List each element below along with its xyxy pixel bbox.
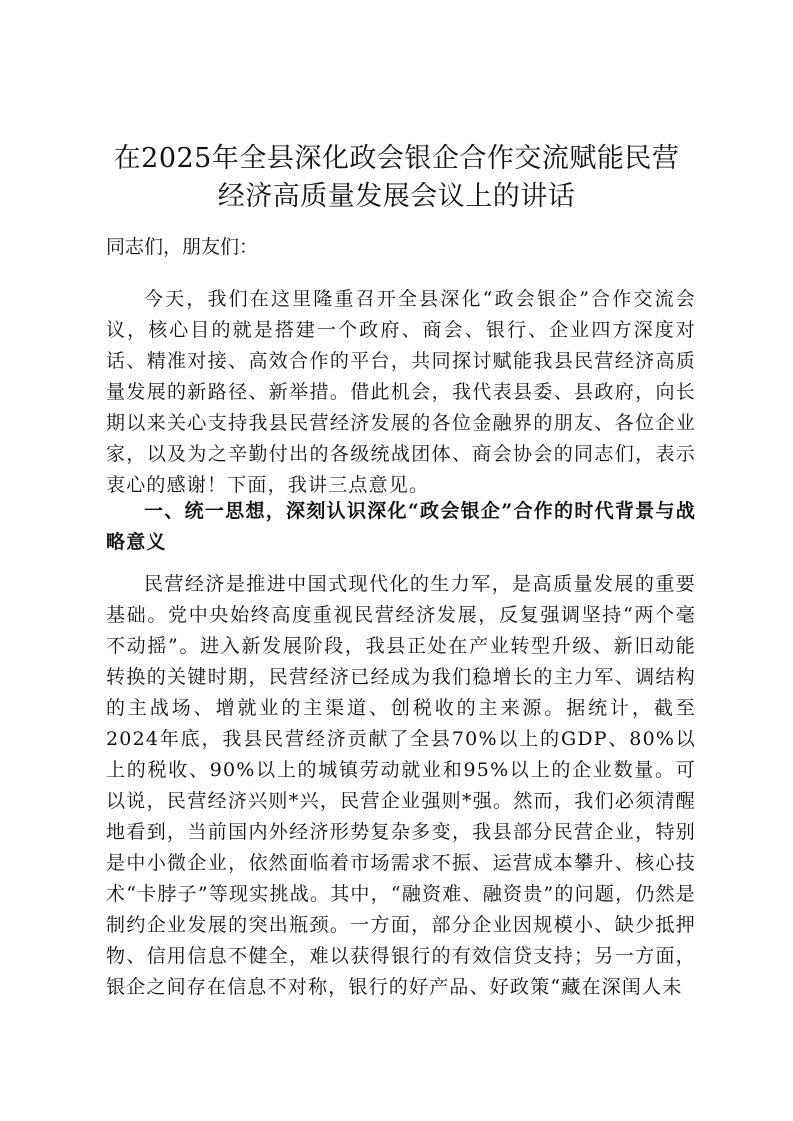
document-title: 在2025年全县深化政会银企合作交流赋能民营经济高质量发展会议上的讲话 [113, 143, 680, 212]
greeting-line: 同志们，朋友们： [106, 236, 259, 258]
section-heading-1: 一、统一思想，深刻认识深化“政会银企”合作的时代背景与战略意义 [106, 500, 696, 553]
paragraph-opening: 今天，我们在这里隆重召开全县深化“政会银企”合作交流会议，核心目的就是搭建一个政府、商会、银行、企业四方深度对话、精准对接、高效合作的平台，共同探讨赋能我县民营经济高质量发展的新路径、新举措。借此机会，我代表县委、县政府，向长期以来关心支持我县民营经济发展的各位金融界的朋友、各位企业家，以及为之辛勤付出的各级统战团体、商会协会的同志们，表示衷心的感谢！下面，我讲三点意见。 [106, 288, 696, 496]
paragraph-private-economy: 民营经济是推进中国式现代化的生力军，是高质量发展的重要基础。党中央始终高度重视民营经济发展，反复强调坚持“两个毫不动摇”。进入新发展阶段，我县正处在产业转型升级、新旧动能转换的关键时期，民营经济已经成为我们稳增长的主力军、调结构的主战场、增就业的主渠道、创税收的主来源。据统计，截至2024年底，我县民营经济贡献了全县70%以上的GDP、80%以上的税收、90%以上的城镇劳动就业和95%以上的企业数量。可以说，民营经济兴则*兴，民营企业强则*强。然而，我们必须清醒地看到，当前国内外经济形势复杂多变，我县部分民营企业，特别是中小微企业，依然面临着市场需求不振、运营成本攀升、核心技术“卡脖子”等现实挑战。其中，“融资难、融资贵”的问题，仍然是制约企业发展的突出瓶颈。一方面，部分企业因规模小、缺少抵押物、信用信息不健全，难以获得银行的有效信贷支持；另一方面，银企之间存在信息不对称，银行的好产品、好政策“藏在深闺人未 [106, 573, 696, 998]
